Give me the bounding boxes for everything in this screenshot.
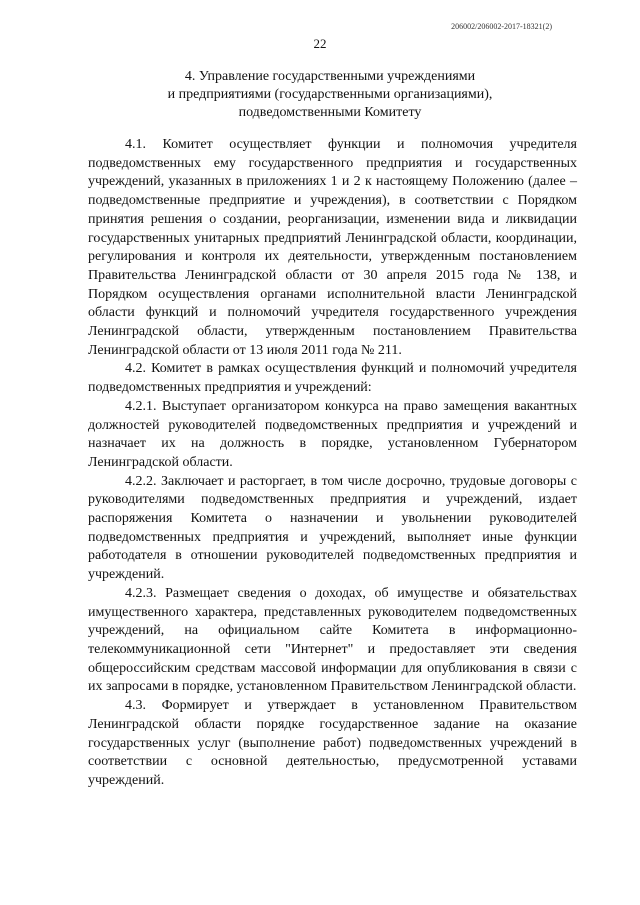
- section-body: [88, 136, 577, 791]
- section-title-line-2: и предприятиями (государственными организациями),: [167, 87, 493, 102]
- paragraph-4-2-2: 4.2.2. Заключает и расторгает, в том числе досрочно, трудовые договоры с руководителями подведомственных предприятия и учреждений, издает распоряжения Комитета о назначении и увольнении руководителей подведомственных предприятия и учреждений, выполняет иные функции работодателя в отношении руководителей подведомственных предприятия и учреждений.: [88, 473, 577, 583]
- section-title-line-1: 4. Управление государственными учреждениями: [184, 69, 476, 84]
- paragraph-4-2-3: 4.2.3. Размещает сведения о доходах, об имуществе и обязательствах имущественного характера, представленных руководителем подведомственных учреждений, на официальном сайте Комитета в информационно-телекоммуникационной сети "Интернет" и предоставляет эти сведения общероссийским средствам массовой информации для опубликования в связи с их запросами в порядке, установленном Правительством Ленинградской области.: [88, 585, 577, 695]
- paragraph-4-3: 4.3. Формирует и утверждает в установленном Правительством Ленинградской области порядке государственное задание на оказание государственных услуг (выполнение работ) подведомственных учреждений в соответствии с основной деятельностью, предусмотренной уставами учреждений.: [88, 698, 577, 788]
- section-heading: [80, 68, 580, 122]
- document-id: 206002/206002-2017-18321(2): [451, 22, 552, 31]
- paragraph-4-1: 4.1. Комитет осуществляет функции и полномочия учредителя подведомственных ему государственного предприятия и государственных учреждений, указанных в приложениях 1 и 2 к настоящему Положению (далее – подведомственные предприятие и учреждения), в соответствии с Порядком принятия решения о создании, реорганизации, изменении вида и ликвидации государственных унитарных предприятий Ленинградской области, координации, регулирования и контроля их деятельности, утвержденным постановлением Правительства Ленинградской области от 30 апреля 2015 года № 138, и Порядком осуществления органами исполнительной власти Ленинградской области функций и полномочий учредителя государственного учреждения Ленинградской области, утвержденным постановлением Правительства Ленинградской области от 13 июля 2011 года № 211.: [88, 137, 577, 358]
- paragraph-4-2-1: 4.2.1. Выступает организатором конкурса на право замещения вакантных должностей руководителей подведомственных предприятия и учреждений и назначает их на должность в порядке, установленном Губернатором Ленинградской области.: [88, 398, 577, 470]
- section-title-line-3: подведомственными Комитету: [238, 105, 422, 120]
- page-number: 22: [313, 36, 327, 51]
- paragraph-4-2: 4.2. Комитет в рамках осуществления функций и полномочий учредителя подведомственных предприятия и учреждений:: [88, 361, 577, 396]
